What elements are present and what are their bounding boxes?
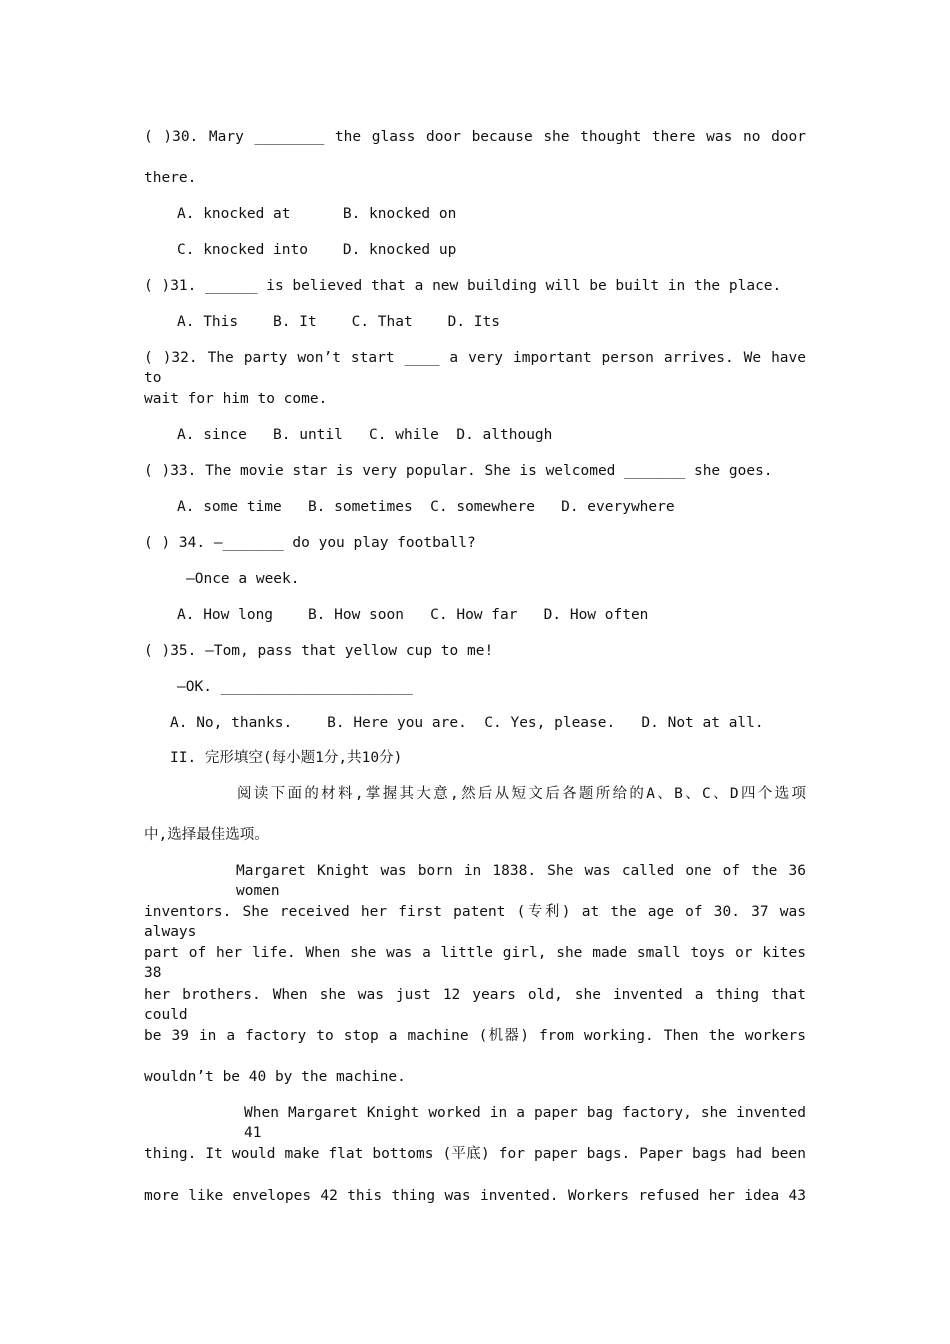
passage-line: thing. It would make flat bottoms (平底) for paper bags. Paper bags had been [144, 1146, 806, 1162]
question-30-line-1: ( )30. Mary ________ the glass door because she thought there was no door [144, 129, 806, 145]
passage-line: more like envelopes 42 this thing was invented. Workers refused her idea 43 [144, 1188, 806, 1204]
section-2-instruction-line-2: 中,选择最佳选项。 [144, 827, 269, 843]
section-2-instruction-line-1: 阅读下面的材料,掌握其大意,然后从短文后各题所给的A、B、C、D四个选项 [237, 786, 806, 802]
question-31-stem: ( )31. ______ is believed that a new building will be built in the place. [144, 278, 782, 294]
question-32-options: A. since B. until C. while D. although [177, 427, 553, 443]
question-31-options: A. This B. It C. That D. Its [177, 314, 501, 330]
question-34-answer: —Once a week. [186, 571, 300, 587]
question-33-stem: ( )33. The movie star is very popular. She is welcomed _______ she goes. [144, 463, 773, 479]
question-34-options: A. How long B. How soon C. How far D. How often [177, 607, 649, 623]
passage-line: her brothers. When she was just 12 years old, she invented a thing that could [144, 987, 806, 1023]
passage-line: When Margaret Knight worked in a paper bag factory, she invented 41 [244, 1105, 806, 1141]
question-34-stem: ( ) 34. —_______ do you play football? [144, 535, 476, 551]
passage-line: wouldn’t be 40 by the machine. [144, 1069, 406, 1085]
question-30-options-row-1: A. knocked at B. knocked on [177, 206, 457, 222]
question-30-options-row-2: C. knocked into D. knocked up [177, 242, 457, 258]
question-35-answer: —OK. ______________________ [177, 679, 413, 695]
question-32-line-2: wait for him to come. [144, 391, 328, 407]
question-35-options: A. No, thanks. B. Here you are. C. Yes, please. D. Not at all. [170, 715, 764, 731]
passage-line: inventors. She received her first patent (专利) at the age of 30. 37 was always [144, 904, 806, 940]
section-2-heading: II. 完形填空(每小题1分,共10分) [170, 750, 403, 766]
passage-line: part of her life. When she was a little girl, she made small toys or kites 38 [144, 945, 806, 981]
question-33-options: A. some time B. sometimes C. somewhere D. everywhere [177, 499, 675, 515]
passage-line: Margaret Knight was born in 1838. She was called one of the 36 women [236, 863, 806, 899]
question-30-line-2: there. [144, 170, 197, 186]
question-35-stem: ( )35. —Tom, pass that yellow cup to me! [144, 643, 494, 659]
passage-line: be 39 in a factory to stop a machine (机器) from working. Then the workers [144, 1028, 806, 1044]
question-32-line-1: ( )32. The party won’t start ____ a very important person arrives. We have to [144, 350, 806, 386]
